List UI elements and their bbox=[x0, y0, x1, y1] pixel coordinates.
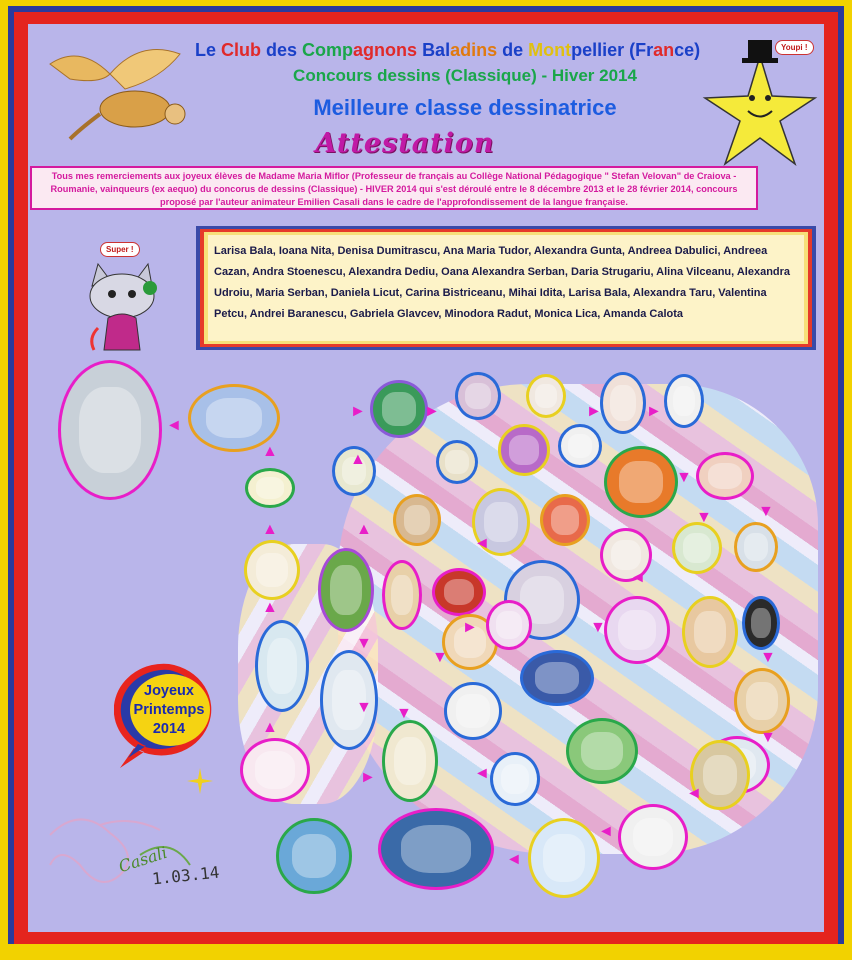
drawing-thumbnail bbox=[498, 424, 550, 476]
drawing-thumbnail bbox=[558, 424, 602, 468]
drawing-thumbnail bbox=[276, 818, 352, 894]
drawing-thumbnail bbox=[255, 620, 309, 712]
drawing-thumbnail bbox=[526, 374, 566, 418]
arrow-icon: ◄ bbox=[474, 765, 490, 782]
arrow-icon: ▼ bbox=[356, 699, 372, 716]
cat-mascot-icon bbox=[78, 258, 168, 358]
drawing-thumbnail bbox=[520, 650, 594, 706]
drawing-thumbnail bbox=[436, 440, 478, 484]
drawing-thumbnail bbox=[604, 446, 678, 518]
club-title-part: Le bbox=[195, 40, 222, 60]
arrow-icon: ► bbox=[462, 619, 478, 636]
award-title: Meilleure classe dessinatrice bbox=[313, 95, 617, 120]
club-title-part: adins bbox=[450, 40, 503, 60]
badge-line-3: 2014 bbox=[152, 721, 186, 737]
drawing-thumbnail bbox=[245, 468, 295, 508]
arrow-icon: ▲ bbox=[262, 443, 278, 460]
signature-name: Casali bbox=[116, 842, 170, 877]
signature-drawing bbox=[40, 795, 230, 905]
drawing-thumbnail bbox=[378, 808, 494, 890]
cat-speech-bubble: Super ! bbox=[100, 242, 140, 257]
drawing-thumbnail bbox=[244, 540, 300, 600]
arrow-icon: ► bbox=[360, 769, 376, 786]
arrow-icon: ▼ bbox=[590, 619, 606, 636]
arrow-icon: ► bbox=[646, 403, 662, 420]
arrow-icon: ▲ bbox=[356, 521, 372, 538]
drawing-thumbnail bbox=[734, 522, 778, 572]
drawing-thumbnail bbox=[600, 372, 646, 434]
drawing-thumbnail bbox=[382, 560, 422, 630]
drawing-thumbnail bbox=[734, 668, 790, 734]
arrow-icon: ▲ bbox=[262, 599, 278, 616]
drawing-thumbnail bbox=[455, 372, 501, 420]
arrow-icon: ◄ bbox=[630, 569, 646, 586]
drawing-thumbnail bbox=[432, 568, 486, 616]
badge-text bbox=[114, 682, 224, 739]
drawing-thumbnail bbox=[604, 596, 670, 664]
arrow-icon: ▲ bbox=[262, 521, 278, 538]
drawing-thumbnail bbox=[188, 384, 280, 452]
arrow-icon: ◄ bbox=[166, 417, 182, 434]
arrow-icon: ► bbox=[350, 403, 366, 420]
star-speech-bubble: Youpi ! bbox=[775, 40, 814, 55]
spring-badge bbox=[114, 660, 224, 772]
drawing-thumbnail bbox=[672, 522, 722, 574]
club-title-part: an bbox=[653, 40, 675, 60]
arrow-icon: ◄ bbox=[474, 535, 490, 552]
club-title-part: (Fr bbox=[629, 40, 654, 60]
drawing-thumbnail bbox=[382, 720, 438, 802]
badge-line-2: Printemps bbox=[133, 702, 205, 718]
drawing-thumbnail bbox=[664, 374, 704, 428]
drawing-thumbnail bbox=[528, 818, 600, 898]
arrow-icon: ▼ bbox=[760, 649, 776, 666]
arrow-icon: ◄ bbox=[506, 851, 522, 868]
drawing-thumbnail bbox=[742, 596, 780, 650]
arrow-icon: ► bbox=[424, 403, 440, 420]
arrow-icon: ▲ bbox=[350, 451, 366, 468]
golden-angel-icon bbox=[40, 34, 200, 144]
badge-line-1: Joyeux bbox=[144, 683, 194, 699]
drawing-thumbnail bbox=[393, 494, 441, 546]
drawing-thumbnail bbox=[318, 548, 374, 632]
drawing-thumbnail bbox=[444, 682, 502, 740]
students-box bbox=[196, 226, 816, 350]
drawing-thumbnail bbox=[566, 718, 638, 784]
bottom-yellow-bar bbox=[0, 944, 852, 960]
red-frame-bottom bbox=[14, 933, 838, 939]
drawing-thumbnail bbox=[540, 494, 590, 546]
arrow-icon: ◄ bbox=[686, 785, 702, 802]
arrow-icon: ▼ bbox=[758, 503, 774, 520]
club-title-part: des bbox=[261, 40, 303, 60]
club-title bbox=[195, 40, 735, 61]
students-list: Larisa Bala, Ioana Nita, Denisa Dumitrascu, Ana Maria Tudor, Alexandra Gunta, Andreea Dabulici, Andreea Cazan, Andra Stoenescu, Alexandra Dediu, Oana Alexandra Serban, Daria Strugariu, Alina Vilceanu, Alexandra Udroiu, Maria Serban, Daniela Licut, Carina Bistriceanu, Mihai Idita, Larisa Bala, Alexandra Taru, Valentina Petcu, Andrei Baranescu, Gabriela Glavcev, Minodora Radut, Monica Lica, Amanda Calota bbox=[208, 235, 804, 341]
club-title-part: Club bbox=[221, 40, 262, 60]
signature-date: 1.03.14 bbox=[151, 862, 221, 889]
attestation-heading: Attestation bbox=[315, 128, 495, 159]
arrow-icon: ▼ bbox=[396, 705, 412, 722]
club-title-part: de bbox=[502, 40, 529, 60]
drawing-thumbnail bbox=[58, 360, 162, 500]
arrow-icon: ◄ bbox=[598, 823, 614, 840]
sparkle-icon bbox=[185, 766, 215, 796]
club-title-part: Mont bbox=[528, 40, 572, 60]
arrow-icon: ► bbox=[586, 403, 602, 420]
club-title-part: Comp bbox=[302, 40, 354, 60]
arrow-icon: ▼ bbox=[696, 509, 712, 526]
contest-title: Concours dessins (Classique) - Hiver 2014 bbox=[293, 66, 637, 85]
arrow-icon: ▼ bbox=[760, 729, 776, 746]
club-title-part: pellier bbox=[571, 40, 630, 60]
club-title-part: Bal bbox=[422, 40, 451, 60]
club-title-part: agnons bbox=[353, 40, 423, 60]
arrow-icon: ▼ bbox=[432, 649, 448, 666]
arrow-icon: ▼ bbox=[356, 635, 372, 652]
drawing-thumbnail bbox=[696, 452, 754, 500]
arrow-icon: ▲ bbox=[262, 719, 278, 736]
arrow-icon: ▼ bbox=[676, 469, 692, 486]
drawing-thumbnail bbox=[240, 738, 310, 802]
drawing-thumbnail bbox=[618, 804, 688, 870]
drawing-thumbnail bbox=[370, 380, 428, 438]
drawing-thumbnail bbox=[490, 752, 540, 806]
drawing-thumbnail bbox=[486, 600, 532, 650]
club-title-part: ce) bbox=[674, 40, 701, 60]
thanks-paragraph: Tous mes remerciements aux joyeux élèves de Madame Maria Miflor (Professeur de français au Collège National Pédagogique " Stefan Velovan" de Craiova - Roumanie, vainqueurs (ex aequo) du concorus de dessins (Classique) - HIVER 2014 qui s'est déroulé entre le 8 décembre 2013 et le 28 février 2014, concours proposé par l'auteur animateur Emilien Casali dans le cadre de l'approfondissement de la langue française. bbox=[30, 166, 758, 210]
drawing-thumbnail bbox=[682, 596, 738, 668]
